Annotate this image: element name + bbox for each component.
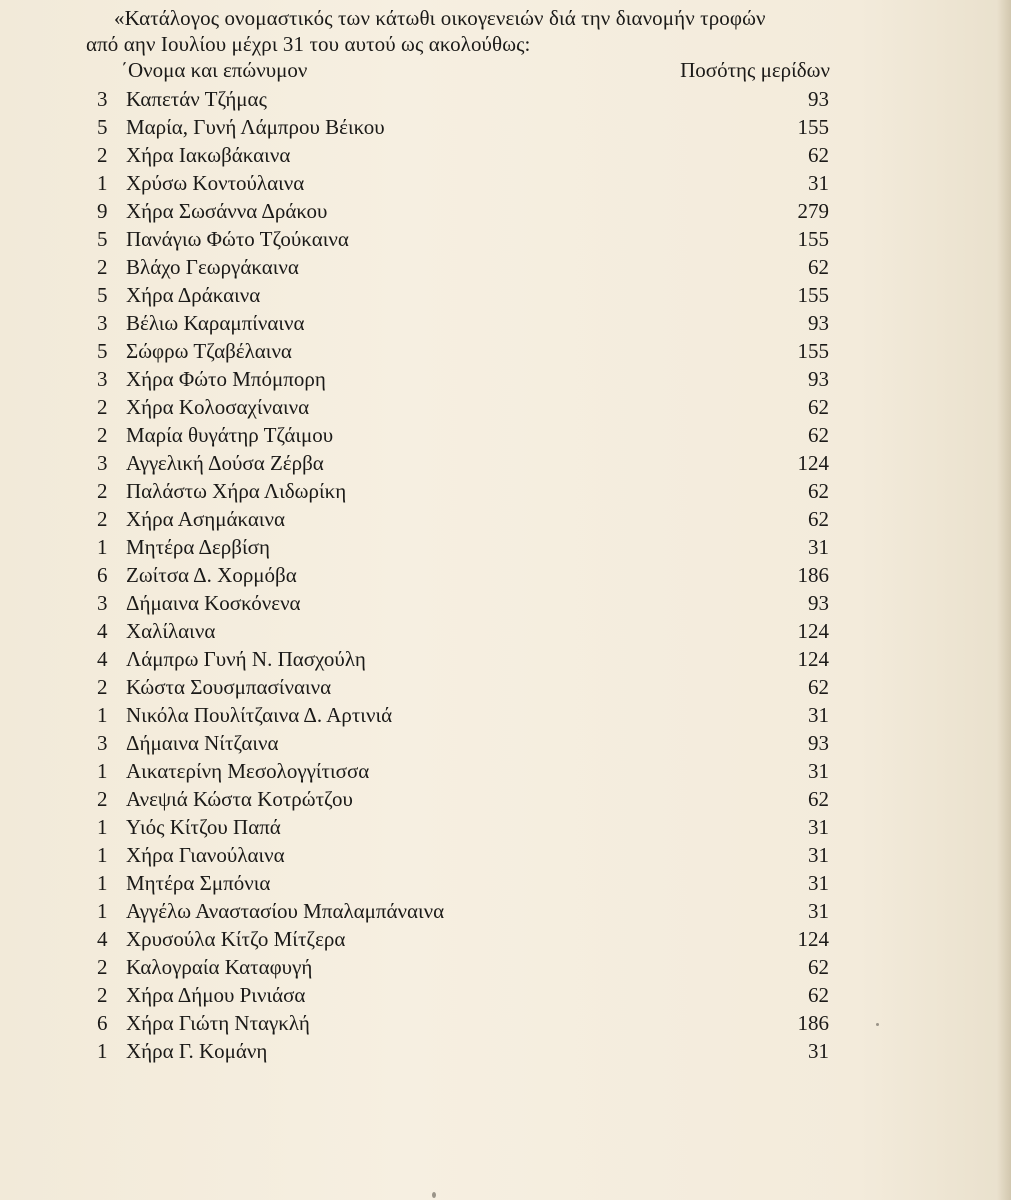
list-item xyxy=(0,534,1011,562)
ration-quantity: 155 xyxy=(797,283,829,307)
family-member-count: 2 xyxy=(97,983,108,1007)
family-member-count: 6 xyxy=(97,1011,108,1035)
ration-quantity: 93 xyxy=(808,731,829,755)
family-name: Χήρα Ιακωβάκαινα xyxy=(126,143,291,167)
ration-quantity: 62 xyxy=(808,143,829,167)
family-name: Χήρα Δήμου Ρινιάσα xyxy=(126,983,306,1007)
family-name: Παλάστω Χήρα Λιδωρίκη xyxy=(126,479,347,503)
family-member-count: 5 xyxy=(97,227,108,251)
list-item xyxy=(0,366,1011,394)
family-name: Χήρα Γιώτη Νταγκλή xyxy=(126,1011,310,1035)
list-item xyxy=(0,394,1011,422)
family-member-count: 2 xyxy=(97,507,108,531)
ration-quantity: 62 xyxy=(808,787,829,811)
family-member-count: 1 xyxy=(97,759,108,783)
list-item xyxy=(0,1038,1011,1066)
ration-quantity: 31 xyxy=(808,815,829,839)
paper-speck xyxy=(876,1023,879,1026)
ration-quantity: 155 xyxy=(797,227,829,251)
family-member-count: 3 xyxy=(97,451,108,475)
ration-quantity: 62 xyxy=(808,507,829,531)
family-name: Καλογραία Καταφυγή xyxy=(126,955,313,979)
ration-quantity: 186 xyxy=(797,1011,829,1035)
paper-speck xyxy=(432,1192,436,1198)
family-name: Ζωίτσα Δ. Χορμόβα xyxy=(126,563,297,587)
family-member-count: 2 xyxy=(97,143,108,167)
family-member-count: 3 xyxy=(97,591,108,615)
family-name: Μαρία, Γυνή Λάμπρου Βέικου xyxy=(126,115,385,139)
ration-quantity: 279 xyxy=(797,199,829,223)
list-item xyxy=(0,198,1011,226)
list-item xyxy=(0,702,1011,730)
list-item xyxy=(0,282,1011,310)
ration-quantity: 93 xyxy=(808,367,829,391)
list-item xyxy=(0,1010,1011,1038)
family-member-count: 1 xyxy=(97,171,108,195)
list-item xyxy=(0,646,1011,674)
family-name: Χήρα Σωσάννα Δράκου xyxy=(126,199,328,223)
family-member-count: 1 xyxy=(97,899,108,923)
ration-quantity: 124 xyxy=(797,451,829,475)
family-name: Κώστα Σουσμπασίναινα xyxy=(126,675,332,699)
ration-quantity: 31 xyxy=(808,1039,829,1063)
ration-quantity: 93 xyxy=(808,311,829,335)
family-member-count: 2 xyxy=(97,787,108,811)
family-name: Πανάγιω Φώτο Τζούκαινα xyxy=(126,227,349,251)
list-item xyxy=(0,674,1011,702)
list-item xyxy=(0,590,1011,618)
ration-quantity: 62 xyxy=(808,983,829,1007)
family-member-count: 4 xyxy=(97,927,108,951)
ration-quantity: 124 xyxy=(797,647,829,671)
family-list xyxy=(0,86,1011,1066)
ration-quantity: 93 xyxy=(808,87,829,111)
family-member-count: 4 xyxy=(97,647,108,671)
list-item xyxy=(0,842,1011,870)
family-name: Χήρα Γ. Κομάνη xyxy=(126,1039,268,1063)
ration-quantity: 186 xyxy=(797,563,829,587)
family-name: Λάμπρω Γυνή Ν. Πασχούλη xyxy=(126,647,366,671)
list-item xyxy=(0,142,1011,170)
intro-line: από αην Ιουλίου μέχρι 31 του αυτού ως ακολούθως: xyxy=(86,32,531,56)
ration-quantity: 31 xyxy=(808,871,829,895)
family-member-count: 5 xyxy=(97,283,108,307)
list-item xyxy=(0,926,1011,954)
family-member-count: 3 xyxy=(97,87,108,111)
family-name: Σώφρω Τζαβέλαινα xyxy=(126,339,292,363)
list-item xyxy=(0,954,1011,982)
ration-quantity: 62 xyxy=(808,395,829,419)
family-member-count: 1 xyxy=(97,871,108,895)
family-member-count: 9 xyxy=(97,199,108,223)
family-name: Μητέρα Σμπόνια xyxy=(126,871,271,895)
family-member-count: 1 xyxy=(97,535,108,559)
family-member-count: 2 xyxy=(97,675,108,699)
column-header-name: ΄Ονομα και επώνυμον xyxy=(121,58,308,82)
family-member-count: 2 xyxy=(97,395,108,419)
family-name: Ανεψιά Κώστα Κοτρώτζου xyxy=(126,787,353,811)
family-name: Αικατερίνη Μεσολογγίτισσα xyxy=(126,759,370,783)
family-member-count: 2 xyxy=(97,255,108,279)
ration-quantity: 62 xyxy=(808,423,829,447)
list-item xyxy=(0,618,1011,646)
family-member-count: 1 xyxy=(97,703,108,727)
family-name: Μητέρα Δερβίση xyxy=(126,535,270,559)
family-name: Μαρία θυγάτηρ Τζάιμου xyxy=(126,423,334,447)
family-name: Βλάχο Γεωργάκαινα xyxy=(126,255,299,279)
column-header-quantity: Ποσότης μερίδων xyxy=(680,58,830,82)
family-name: Χήρα Γιανούλαινα xyxy=(126,843,285,867)
family-member-count: 5 xyxy=(97,339,108,363)
family-member-count: 2 xyxy=(97,955,108,979)
ration-quantity: 31 xyxy=(808,759,829,783)
family-name: Αγγελική Δούσα Ζέρβα xyxy=(126,451,324,475)
list-item xyxy=(0,982,1011,1010)
ration-quantity: 155 xyxy=(797,339,829,363)
family-name: Υιός Κίτζου Παπά xyxy=(126,815,281,839)
list-item xyxy=(0,86,1011,114)
list-item xyxy=(0,730,1011,758)
list-item xyxy=(0,422,1011,450)
ration-quantity: 155 xyxy=(797,115,829,139)
list-item xyxy=(0,506,1011,534)
intro-line: «Κατάλογος ονομαστικός των κάτωθι οικογενειών διά την διανομήν τροφών xyxy=(114,6,766,30)
ration-quantity: 124 xyxy=(797,927,829,951)
list-item xyxy=(0,870,1011,898)
family-member-count: 2 xyxy=(97,479,108,503)
list-item xyxy=(0,226,1011,254)
list-item xyxy=(0,786,1011,814)
family-name: Χήρα Ασημάκαινα xyxy=(126,507,285,531)
family-name: Χήρα Κολοσαχίναινα xyxy=(126,395,310,419)
family-name: Βέλιω Καραμπίναινα xyxy=(126,311,305,335)
list-item xyxy=(0,310,1011,338)
list-item xyxy=(0,170,1011,198)
family-member-count: 1 xyxy=(97,1039,108,1063)
family-member-count: 3 xyxy=(97,731,108,755)
ration-quantity: 31 xyxy=(808,171,829,195)
list-item xyxy=(0,478,1011,506)
ration-quantity: 31 xyxy=(808,535,829,559)
family-name: Δήμαινα Κοσκόνενα xyxy=(126,591,301,615)
ration-quantity: 62 xyxy=(808,955,829,979)
family-name: Χρύσω Κοντούλαινα xyxy=(126,171,305,195)
ration-quantity: 62 xyxy=(808,255,829,279)
family-name: Χρυσούλα Κίτζο Μίτζερα xyxy=(126,927,346,951)
ration-quantity: 31 xyxy=(808,899,829,923)
family-member-count: 3 xyxy=(97,311,108,335)
family-name: Χαλίλαινα xyxy=(126,619,216,643)
family-member-count: 3 xyxy=(97,367,108,391)
list-item xyxy=(0,254,1011,282)
list-item xyxy=(0,338,1011,366)
list-item xyxy=(0,758,1011,786)
family-member-count: 4 xyxy=(97,619,108,643)
ration-quantity: 62 xyxy=(808,479,829,503)
ration-quantity: 124 xyxy=(797,619,829,643)
ration-quantity: 62 xyxy=(808,675,829,699)
list-item xyxy=(0,898,1011,926)
family-name: Νικόλα Πουλίτζαινα Δ. Αρτινιά xyxy=(126,703,393,727)
family-member-count: 2 xyxy=(97,423,108,447)
list-item xyxy=(0,562,1011,590)
family-member-count: 1 xyxy=(97,815,108,839)
family-member-count: 6 xyxy=(97,563,108,587)
list-item xyxy=(0,814,1011,842)
family-name: Καπετάν Τζήμας xyxy=(126,87,267,111)
ration-quantity: 93 xyxy=(808,591,829,615)
list-item xyxy=(0,114,1011,142)
family-member-count: 5 xyxy=(97,115,108,139)
ration-quantity: 31 xyxy=(808,703,829,727)
family-name: Αγγέλω Αναστασίου Μπαλαμπάναινα xyxy=(126,899,445,923)
family-name: Δήμαινα Νίτζαινα xyxy=(126,731,279,755)
ration-quantity: 31 xyxy=(808,843,829,867)
list-item xyxy=(0,450,1011,478)
family-name: Χήρα Φώτο Μπόμπορη xyxy=(126,367,326,391)
family-name: Χήρα Δράκαινα xyxy=(126,283,261,307)
family-member-count: 1 xyxy=(97,843,108,867)
